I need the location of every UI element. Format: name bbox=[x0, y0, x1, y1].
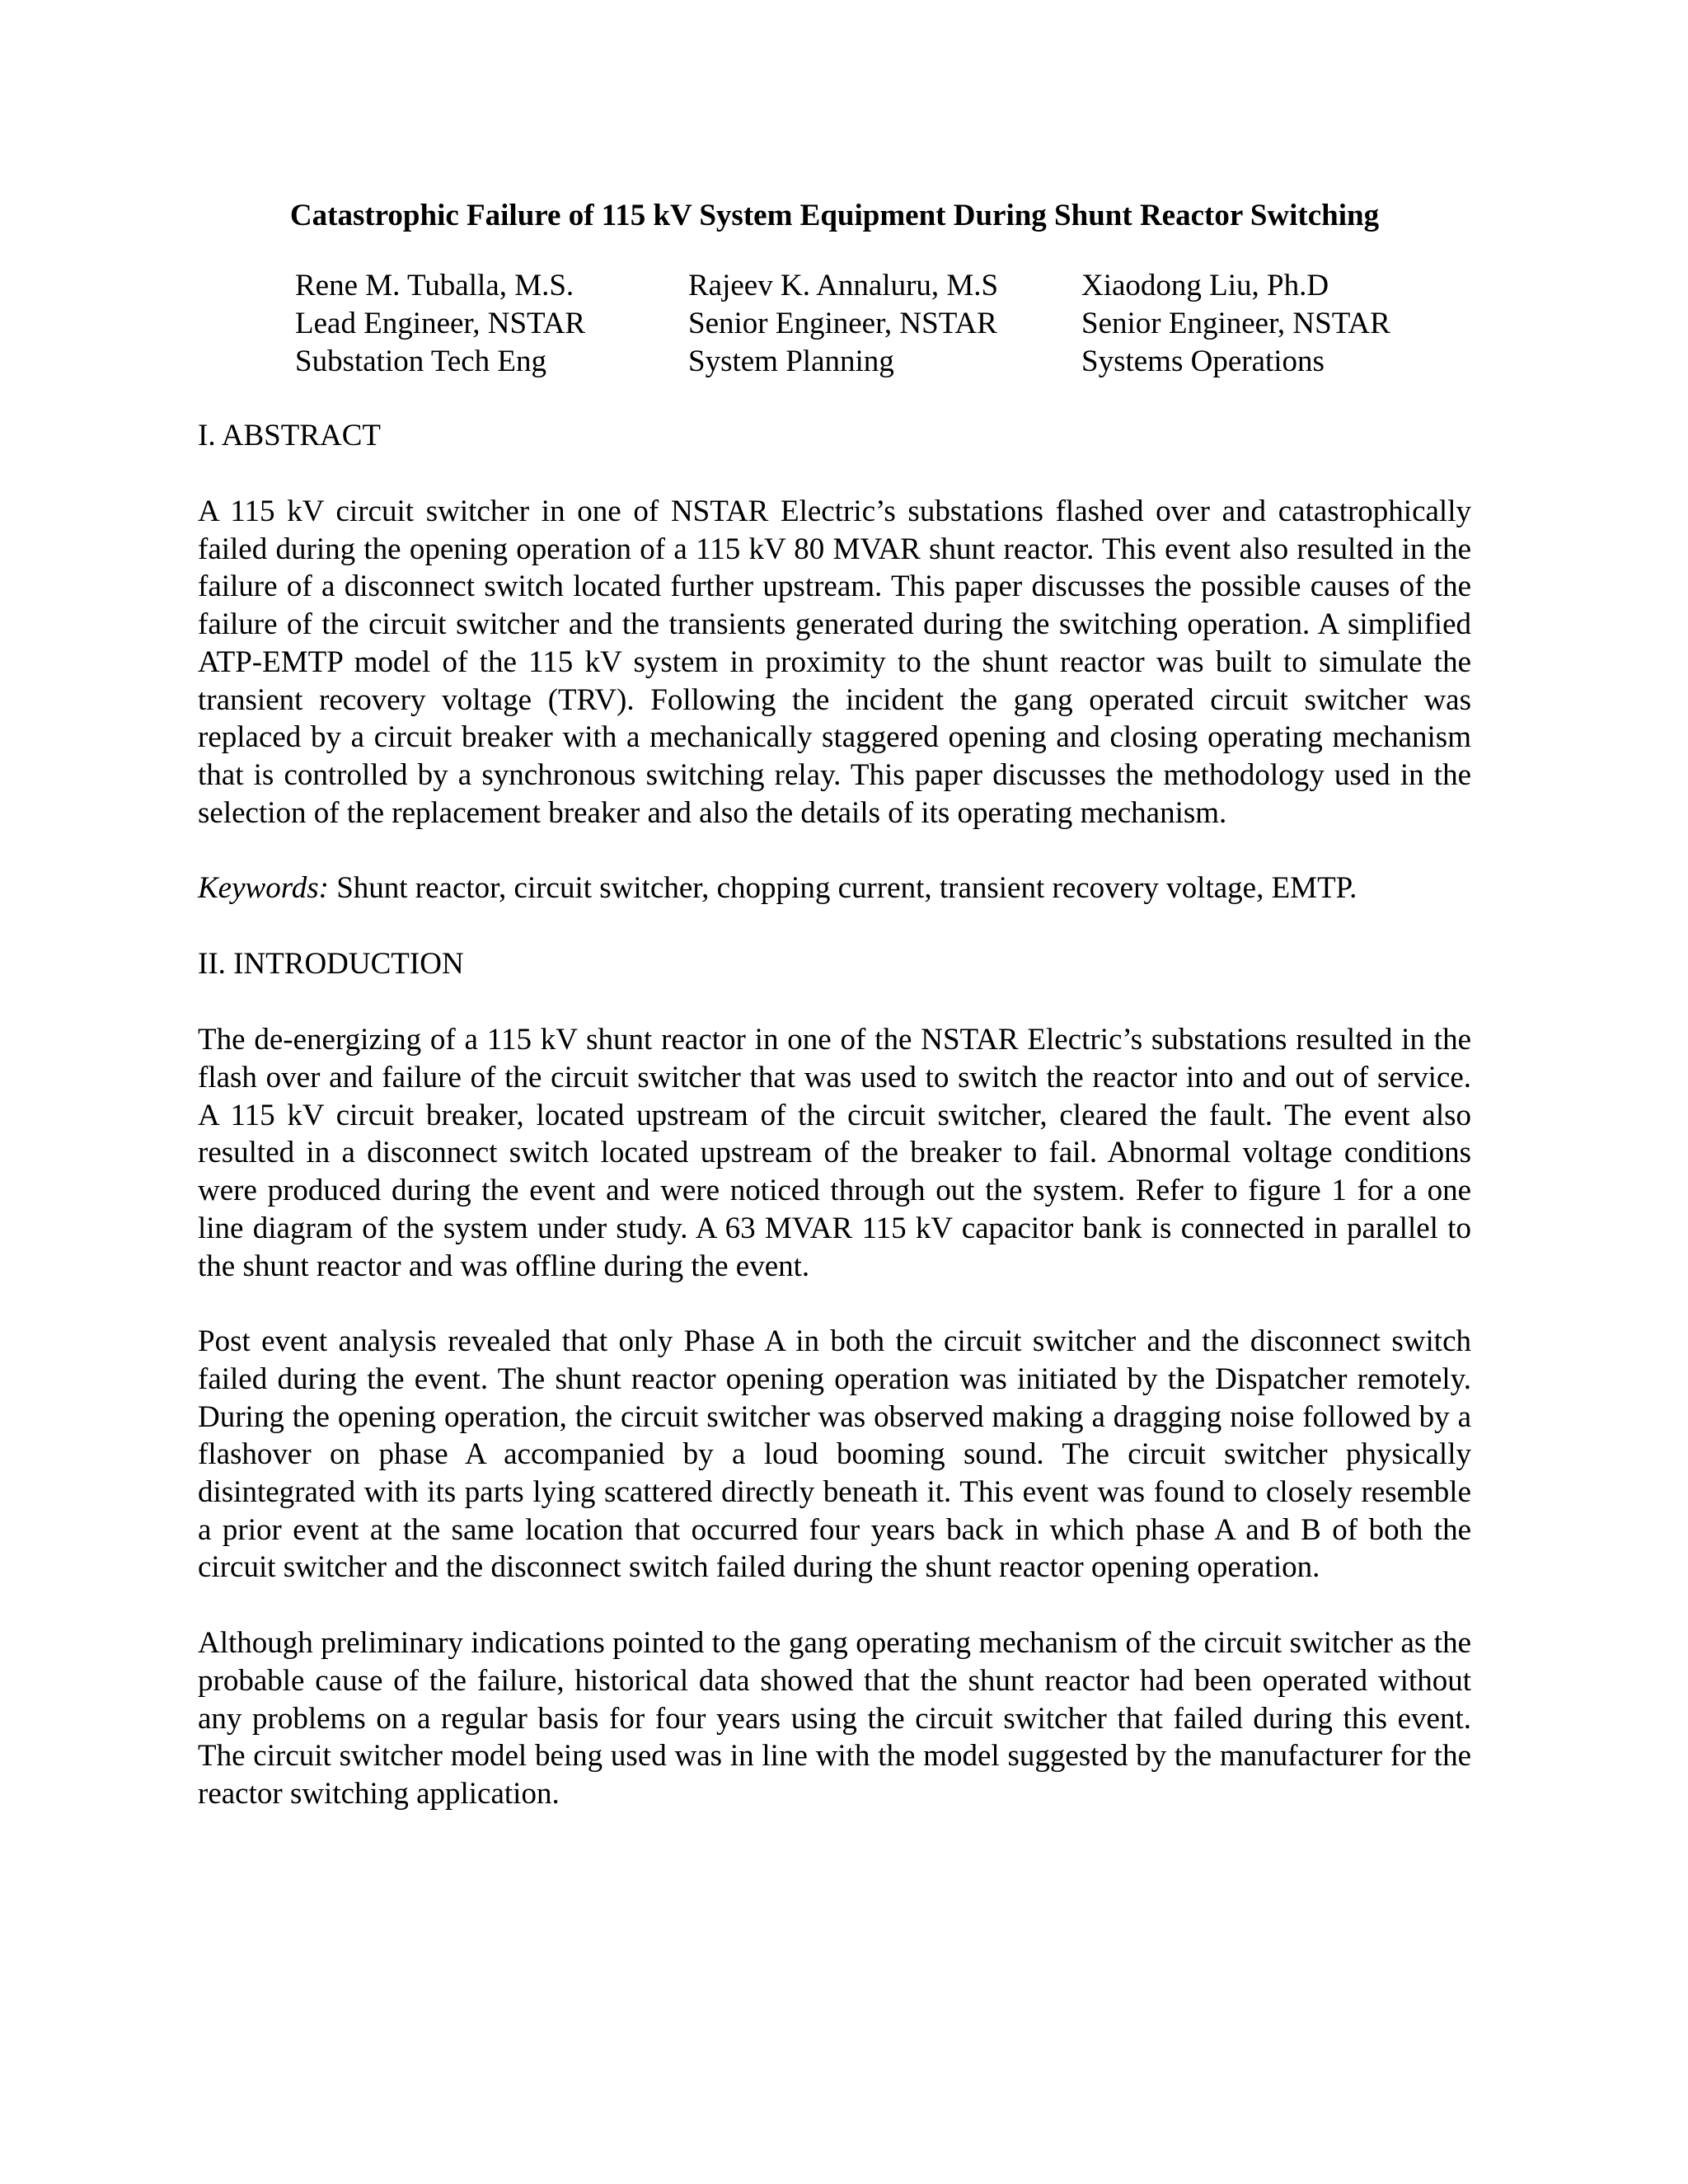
author-name: Rajeev K. Annaluru, M.S bbox=[688, 269, 999, 302]
author-block bbox=[198, 267, 1471, 381]
author-name: Xiaodong Liu, Ph.D bbox=[1081, 269, 1329, 302]
introduction-paragraph-1: The de-energizing of a 115 kV shunt reactor in one of the NSTAR Electric’s substations resulted in the flash over and failure of the circuit switcher that was used to switch the reactor into and out of service. A 115 kV circuit breaker, located upstream of the circuit switcher, cleared the fault. The event also resulted in a disconnect switch located upstream of the breaker to fail. Abnormal voltage conditions were produced during the event and were noticed through out the system. Refer to figure 1 for a one line diagram of the system under study. A 63 MVAR 115 kV capacitor bank is connected in parallel to the shunt reactor and was offline during the event. bbox=[198, 1023, 1471, 1283]
author-3 bbox=[1081, 267, 1461, 381]
paper-title: Catastrophic Failure of 115 kV System Equipment During Shunt Reactor Switching bbox=[289, 199, 1380, 232]
keywords-text: Shunt reactor, circuit switcher, chopping current, transient recovery voltage, EMTP. bbox=[336, 871, 1357, 906]
author-dept: Systems Operations bbox=[1081, 344, 1325, 378]
paper-page bbox=[198, 198, 1471, 1851]
keywords-line bbox=[198, 869, 1471, 907]
author-role: Lead Engineer, NSTAR bbox=[295, 307, 586, 340]
introduction-paragraph-3: Although preliminary indications pointed to the gang operating mechanism of the circuit switcher as the probable cause of the failure, historical data showed that the shunt reactor had been operated without any problems on a regular basis for four years using the circuit switcher that failed during this event. The circuit switcher model being used was in line with the model suggested by the manufacturer for the reactor switching application. bbox=[198, 1626, 1471, 1811]
abstract-paragraph: A 115 kV circuit switcher in one of NSTAR Electric’s substations flashed over and catastrophically failed during the opening operation of a 115 kV 80 MVAR shunt reactor. This event also resulted in the failure of a disconnect switch located further upstream. This paper discusses the possible causes of the failure of the circuit switcher and the transients generated during the switching operation. A simplified ATP-EMTP model of the 115 kV system in proximity to the shunt reactor was built to simulate the transient recovery voltage (TRV). Following the incident the gang operated circuit switcher was replaced by a circuit breaker with a mechanically staggered opening and closing operating mechanism that is controlled by a synchronous switching relay. This paper discusses the methodology used in the selection of the replacement breaker and also the details of its operating mechanism. bbox=[198, 494, 1471, 830]
keywords-label: Keywords: bbox=[198, 871, 329, 906]
author-dept: Substation Tech Eng bbox=[295, 344, 547, 378]
author-role: Senior Engineer, NSTAR bbox=[688, 307, 997, 340]
author-1 bbox=[295, 267, 688, 381]
author-dept: System Planning bbox=[688, 344, 894, 378]
author-2 bbox=[688, 267, 1081, 381]
abstract-heading: I. ABSTRACT bbox=[198, 419, 382, 452]
author-name: Rene M. Tuballa, M.S. bbox=[295, 269, 574, 302]
author-role: Senior Engineer, NSTAR bbox=[1081, 307, 1390, 340]
introduction-paragraph-2: Post event analysis revealed that only Phase A in both the circuit switcher and the disconnect switch failed during the event. The shunt reactor opening operation was initiated by the Dispatcher remotely. During the opening operation, the circuit switcher was observed making a dragging noise followed by a flashover on phase A accompanied by a loud booming sound. The circuit switcher physically disintegrated with its parts lying scattered directly beneath it. This event was found to closely resemble a prior event at the same location that occurred four years back in which phase A and B of both the circuit switcher and the disconnect switch failed during the shunt reactor opening operation. bbox=[198, 1324, 1471, 1585]
introduction-heading: II. INTRODUCTION bbox=[198, 947, 464, 982]
